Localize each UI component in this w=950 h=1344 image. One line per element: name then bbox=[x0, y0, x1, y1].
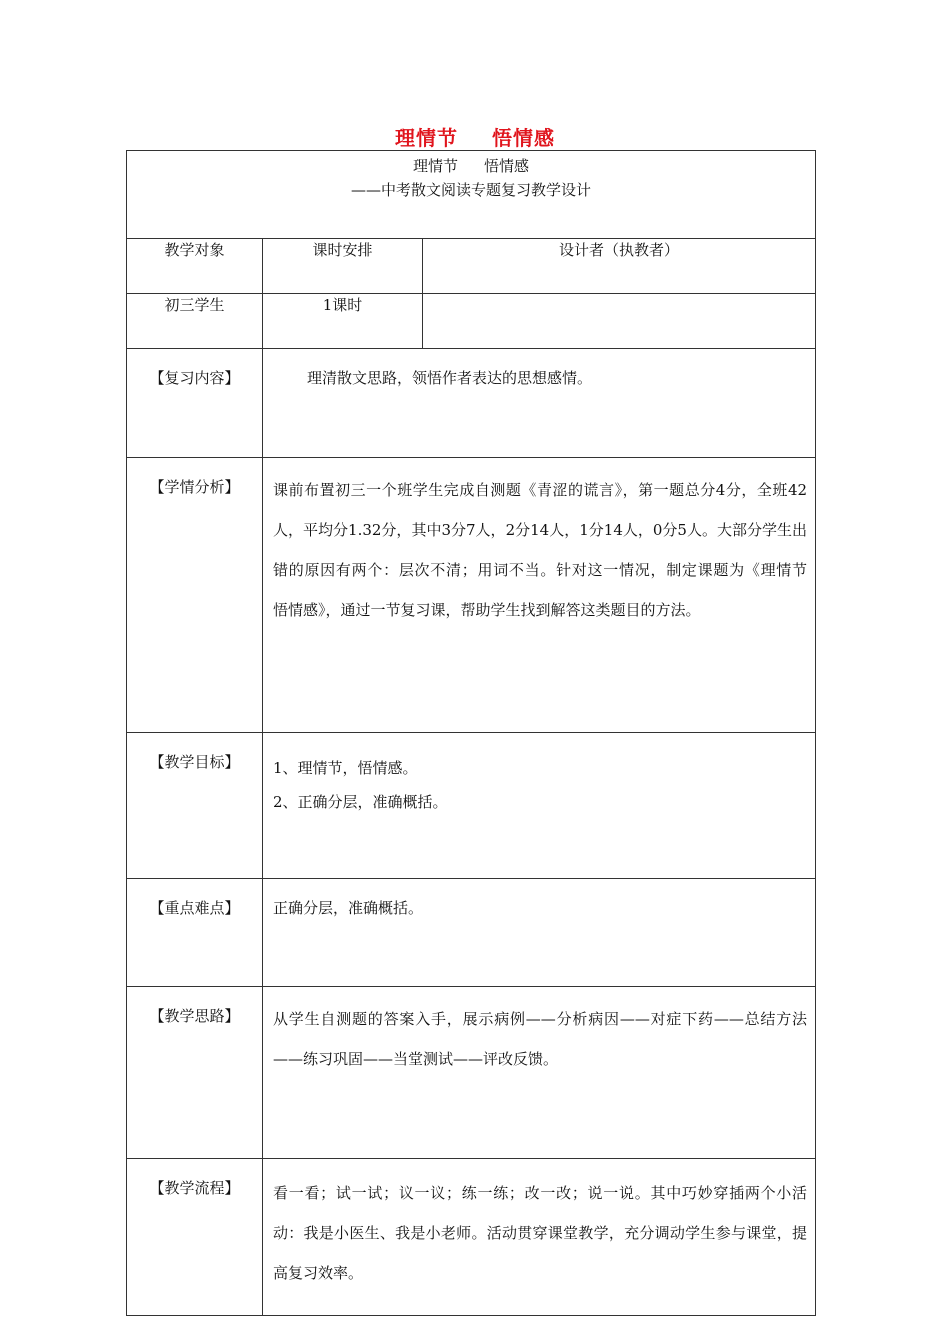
values-row bbox=[127, 294, 816, 349]
teaching-approach-row bbox=[127, 987, 816, 1159]
review-content-text: 理清散文思路，领悟作者表达的思想感情。 bbox=[263, 349, 816, 458]
document-title bbox=[0, 122, 950, 151]
col-hours-header: 课时安排 bbox=[263, 239, 423, 294]
header-line1-b: 悟情感 bbox=[484, 157, 530, 175]
hours-value: 1课时 bbox=[263, 294, 423, 349]
teaching-approach-text: 从学生自测题的答案入手，展示病例——分析病因——对症下药——总结方法——练习巩固——当堂测试——评改反馈。 bbox=[263, 987, 816, 1159]
header-subtitle: ——中考散文阅读专题复习教学设计 bbox=[351, 181, 592, 199]
column-header-row bbox=[127, 239, 816, 294]
learner-analysis-text: 课前布置初三一个班学生完成自测题《青涩的谎言》，第一题总分4分，全班42人，平均分1.32分，其中3分7人，2分14人，1分14人，0分5人。大部分学生出错的原因有两个：层次不清；用词不当。针对这一情况，制定课题为《理情节 悟情感》，通过一节复习课，帮助学生找到解答这类题目的方法。 bbox=[263, 458, 816, 733]
review-content-row bbox=[127, 349, 816, 458]
header-line1-a: 理情节 bbox=[413, 157, 459, 175]
teaching-goals-row bbox=[127, 733, 816, 879]
header-cell bbox=[127, 151, 816, 239]
header-row bbox=[127, 151, 816, 239]
teaching-process-row bbox=[127, 1159, 816, 1316]
goal-item: 2、正确分层，准确概括。 bbox=[273, 793, 448, 811]
col-designer-header: 设计者（执教者） bbox=[423, 239, 816, 294]
title-part-1: 理情节 bbox=[395, 126, 458, 150]
key-points-label: 【重点难点】 bbox=[127, 879, 263, 987]
lesson-plan-table bbox=[126, 150, 823, 1316]
target-value: 初三学生 bbox=[127, 294, 263, 349]
review-content-label: 【复习内容】 bbox=[127, 349, 263, 458]
teaching-process-text: 看一看；试一试；议一议；练一练；改一改；说一说。其中巧妙穿插两个小活动：我是小医生、我是小老师。活动贯穿课堂教学，充分调动学生参与课堂，提高复习效率。 bbox=[263, 1159, 816, 1316]
key-points-row bbox=[127, 879, 816, 987]
designer-value bbox=[423, 294, 816, 349]
key-points-text: 正确分层，准确概括。 bbox=[263, 879, 816, 987]
goal-item: 1、理情节，悟情感。 bbox=[273, 759, 418, 777]
title-part-2: 悟情感 bbox=[492, 126, 555, 150]
col-target-header: 教学对象 bbox=[127, 239, 263, 294]
teaching-approach-label: 【教学思路】 bbox=[127, 987, 263, 1159]
teaching-goals-list bbox=[263, 733, 816, 879]
teaching-process-label: 【教学流程】 bbox=[127, 1159, 263, 1316]
teaching-goals-label: 【教学目标】 bbox=[127, 733, 263, 879]
learner-analysis-row bbox=[127, 458, 816, 733]
learner-analysis-label: 【学情分析】 bbox=[127, 458, 263, 733]
